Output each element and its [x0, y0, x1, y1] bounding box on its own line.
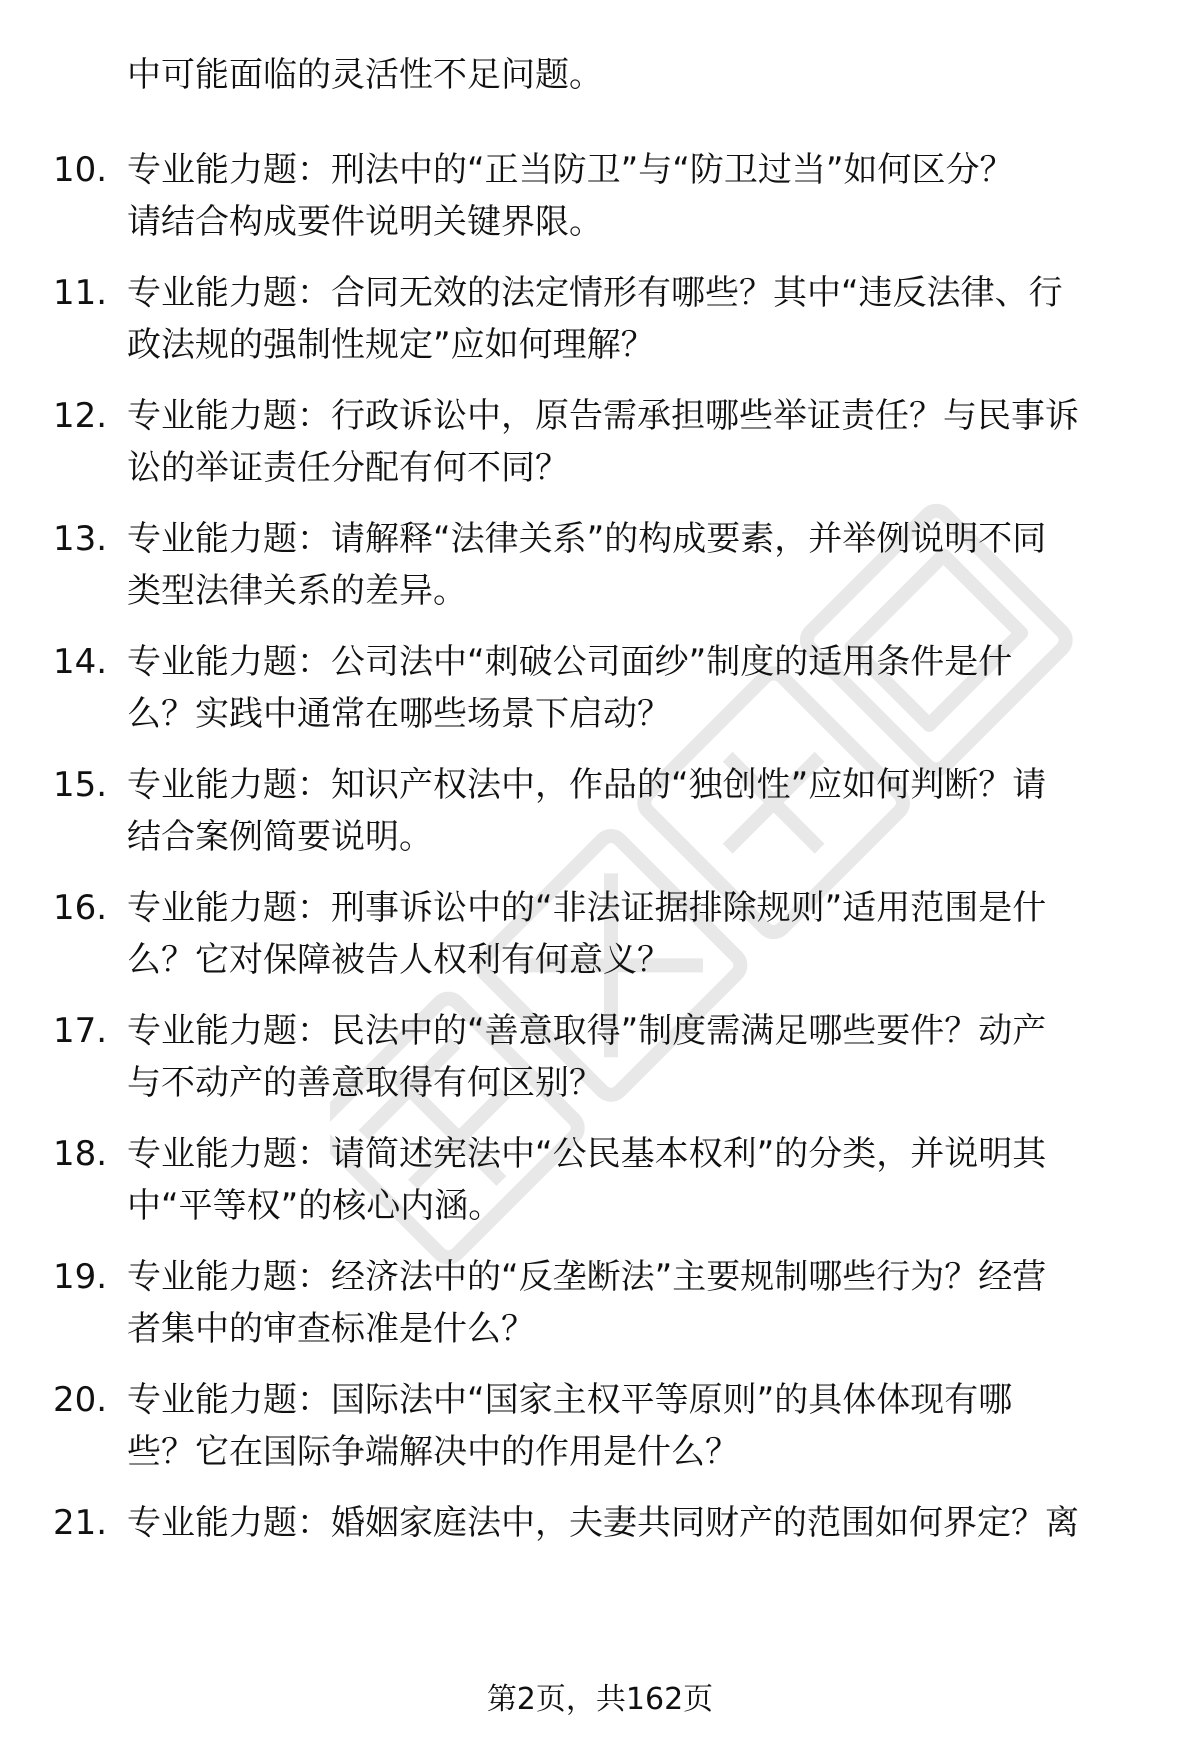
question-number: 16. [53, 888, 108, 928]
question-item-21 [0, 1498, 1200, 1608]
question-text-line: 专业能力题：经济法中的“反垄断法”主要规制哪些行为？经营 [127, 1257, 1047, 1297]
question-number: 17. [53, 1011, 108, 1051]
question-number: 18. [53, 1134, 108, 1174]
question-number: 20. [53, 1380, 108, 1420]
question-text-line: 专业能力题：婚姻家庭法中，夫妻共同财产的范围如何界定？离 [127, 1503, 1079, 1543]
question-item-16 [0, 883, 1200, 993]
question-number: 12. [53, 396, 108, 436]
question-text-line: 专业能力题：行政诉讼中，原告需承担哪些举证责任？与民事诉 [127, 396, 1079, 436]
question-number: 21. [53, 1503, 108, 1543]
question-text-line: 么？它对保障被告人权利有何意义？ [127, 940, 671, 980]
question-text-line: 么？实践中通常在哪些场景下启动？ [127, 694, 671, 734]
page-footer: 第2页，共162页 [486, 1682, 714, 1717]
question-text-line: 专业能力题：合同无效的法定情形有哪些？其中“违反法律、行 [127, 273, 1063, 313]
question-text-line: 专业能力题：知识产权法中，作品的“独创性”应如何判断？请 [127, 765, 1047, 805]
question-text-line: 类型法律关系的差异。 [127, 571, 467, 611]
question-text-line: 政法规的强制性规定”应如何理解？ [127, 325, 655, 365]
question-text-line: 专业能力题：刑事诉讼中的“非法证据排除规则”适用范围是什 [127, 888, 1047, 928]
question-item-11 [0, 268, 1200, 378]
question-number: 13. [53, 519, 108, 559]
question-item-14 [0, 637, 1200, 747]
question-number: 14. [53, 642, 108, 682]
question-text-line: 专业能力题：请解释“法律关系”的构成要素，并举例说明不同 [127, 519, 1047, 559]
question-item-20 [0, 1375, 1200, 1485]
question-item-17 [0, 1006, 1200, 1116]
question-text-line: 专业能力题：公司法中“刺破公司面纱”制度的适用条件是什 [127, 642, 1013, 682]
question-text-line: 专业能力题：刑法中的“正当防卫”与“防卫过当”如何区分？ [127, 150, 1014, 190]
question-item-13 [0, 514, 1200, 624]
question-item-15 [0, 760, 1200, 870]
continuation-text: 中可能面临的灵活性不足问题。 [127, 55, 603, 95]
question-number: 10. [53, 150, 108, 190]
question-text-line: 与不动产的善意取得有何区别？ [127, 1063, 603, 1103]
question-text-line: 请结合构成要件说明关键界限。 [127, 202, 603, 242]
question-text-line: 专业能力题：民法中的“善意取得”制度需满足哪些要件？动产 [127, 1011, 1047, 1051]
question-text-line: 专业能力题：请简述宪法中“公民基本权利”的分类，并说明其 [127, 1134, 1047, 1174]
question-item-19 [0, 1252, 1200, 1362]
question-item-18 [0, 1129, 1200, 1239]
question-text-line: 些？它在国际争端解决中的作用是什么？ [127, 1432, 739, 1472]
question-text-line: 讼的举证责任分配有何不同？ [127, 448, 569, 488]
question-text-line: 者集中的审查标准是什么？ [127, 1309, 535, 1349]
question-text-line: 结合案例简要说明。 [127, 817, 433, 857]
question-number: 11. [53, 273, 108, 313]
question-item-10 [0, 145, 1200, 255]
question-text-line: 中“平等权”的核心内涵。 [127, 1186, 503, 1226]
question-number: 15. [53, 765, 108, 805]
question-number: 19. [53, 1257, 108, 1297]
question-item-12 [0, 391, 1200, 501]
question-text-line: 专业能力题：国际法中“国家主权平等原则”的具体体现有哪 [127, 1380, 1013, 1420]
